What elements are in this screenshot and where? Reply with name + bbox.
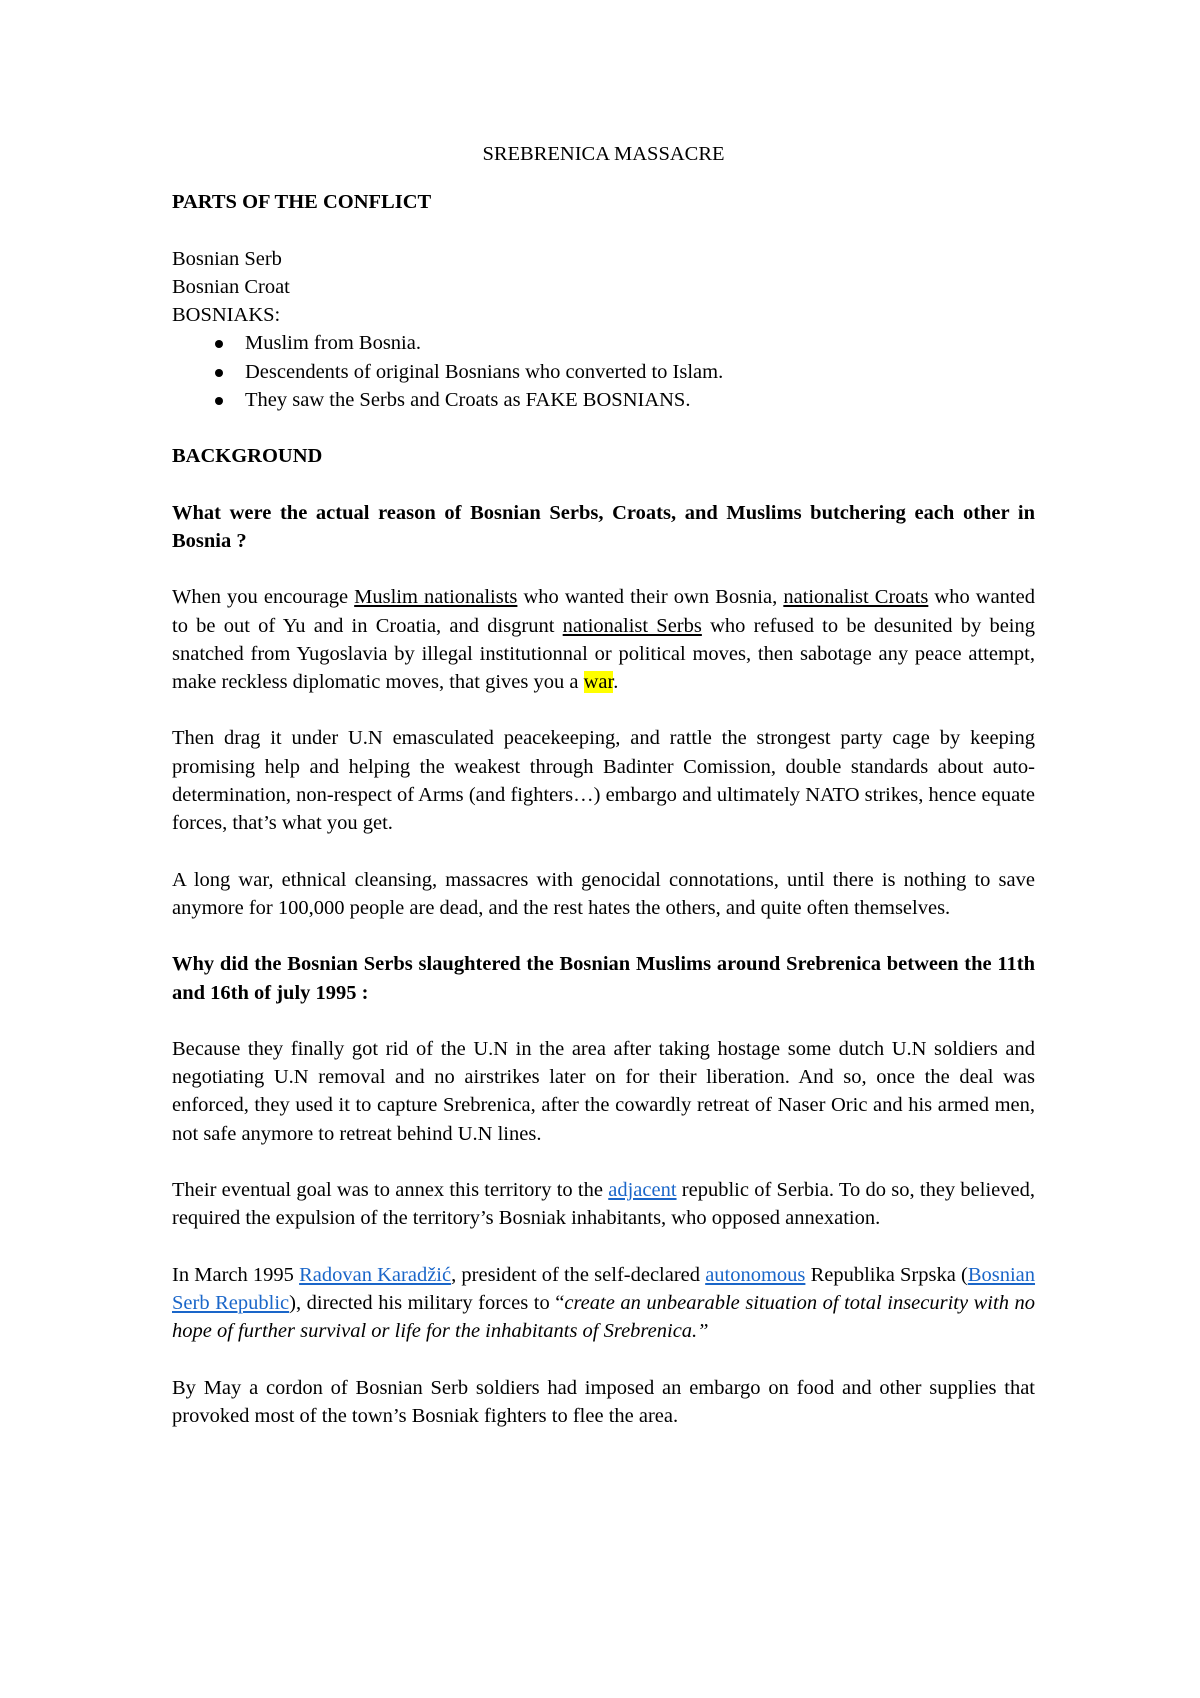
paragraph — [172, 1261, 1035, 1346]
link-autonomous[interactable]: autonomous — [705, 1263, 806, 1286]
highlighted-text: war — [583, 671, 614, 694]
text-run: . — [613, 671, 619, 694]
question-heading: What were the actual reason of Bosnian Serbs, Croats, and Muslims butchering each other in Bosnia ? — [172, 501, 1035, 552]
parties-list — [172, 245, 1035, 330]
text-run: who refused to be desunited by being snatched from Yugoslavia by illegal institutionnal or political moves, then sabotage any peace attempt, make reckless diplomatic moves, that gives you a — [172, 614, 1035, 694]
section-heading-background: BACKGROUND — [172, 445, 323, 468]
italic-quote: create an unbearable situation of total insecurity with no hope of further survival or life for the inhabitants of Srebrenica.” — [172, 1291, 1035, 1343]
text-run: , president of the self-declared — [451, 1263, 706, 1286]
text-run: In March 1995 — [172, 1263, 300, 1286]
text-run: ), directed his military forces to “ — [289, 1291, 565, 1314]
paragraph: Because they finally got rid of the U.N in the area after taking hostage some dutch U.N soldiers and negotiating U.N removal and no airstrikes later on for their liberation. And so, once the deal was enforced, they used it to capture Srebrenica, after the cowardly retreat of Naser Oric and his armed men, not safe anymore to retreat behind U.N lines. — [172, 1037, 1035, 1145]
text-run: republic of Serbia. To do so, they believed, required the expulsion of the territory’s Bosniak inhabitants, who opposed annexation. — [172, 1179, 1035, 1230]
bullet-text: Descendents of original Bosnians who converted to Islam. — [245, 360, 724, 383]
bullet-item — [172, 358, 1035, 386]
bullet-text: Muslim from Bosnia. — [245, 332, 421, 355]
bosniak-bullet-list — [172, 329, 1035, 414]
paragraph: By May a cordon of Bosnian Serb soldiers had imposed an embargo on food and other supplies that provoked most of the town’s Bosniak fighters to flee the area. — [172, 1376, 1035, 1427]
bullet-icon — [215, 340, 223, 348]
bullet-icon — [215, 369, 223, 377]
document-page — [172, 140, 1035, 1458]
link-adjacent[interactable]: adjacent — [608, 1179, 677, 1202]
underlined-text: Muslim nationalists — [354, 586, 518, 609]
paragraph: Then drag it under U.N emasculated peacekeeping, and rattle the strongest party cage by keeping promising help and helping the weakest through Badinter Comission, double standards about auto-determination, non-respect of Arms (and fighters…) embargo and ultimately NATO strikes, hence equate forces, that’s what you get. — [172, 727, 1035, 835]
document-title: SREBRENICA MASSACRE — [482, 143, 725, 165]
text-run: When you encourage — [172, 586, 355, 609]
question-heading: Why did the Bosnian Serbs slaughtered the Bosnian Muslims around Srebrenica between the 11th and 16th of july 1995 : — [172, 953, 1035, 1004]
underlined-text: nationalist Serbs — [562, 614, 702, 637]
bullet-icon — [215, 397, 223, 405]
text-run: who wanted to be out of Yu and in Croatia, and disgrunt — [172, 586, 1035, 637]
link-bosnian-serb-republic[interactable]: Bosnian Serb Republic — [172, 1263, 1036, 1314]
paragraph — [172, 583, 1035, 696]
bullet-item — [172, 329, 1035, 357]
bullet-item — [172, 386, 1035, 414]
text-run: who wanted their own Bosnia, — [517, 586, 784, 609]
text-run: Their eventual goal was to annex this territory to the — [172, 1179, 609, 1202]
party-item: BOSNIAKS: — [172, 304, 281, 327]
party-item: Bosnian Croat — [172, 275, 290, 298]
party-item: Bosnian Serb — [172, 247, 282, 270]
text-run: Republika Srpska ( — [805, 1263, 968, 1286]
section-heading-parts: PARTS OF THE CONFLICT — [172, 191, 432, 214]
paragraph: A long war, ethnical cleansing, massacres with genocidal connotations, until there is nothing to save anymore for 100,000 people are dead, and the rest hates the others, and quite often themselves. — [172, 868, 1035, 919]
underlined-text: nationalist Croats — [783, 586, 929, 609]
bullet-text: They saw the Serbs and Croats as FAKE BOSNIANS. — [245, 389, 691, 412]
paragraph — [172, 1176, 1035, 1233]
link-radovan-karadzic[interactable]: Radovan Karadžić — [299, 1263, 452, 1286]
